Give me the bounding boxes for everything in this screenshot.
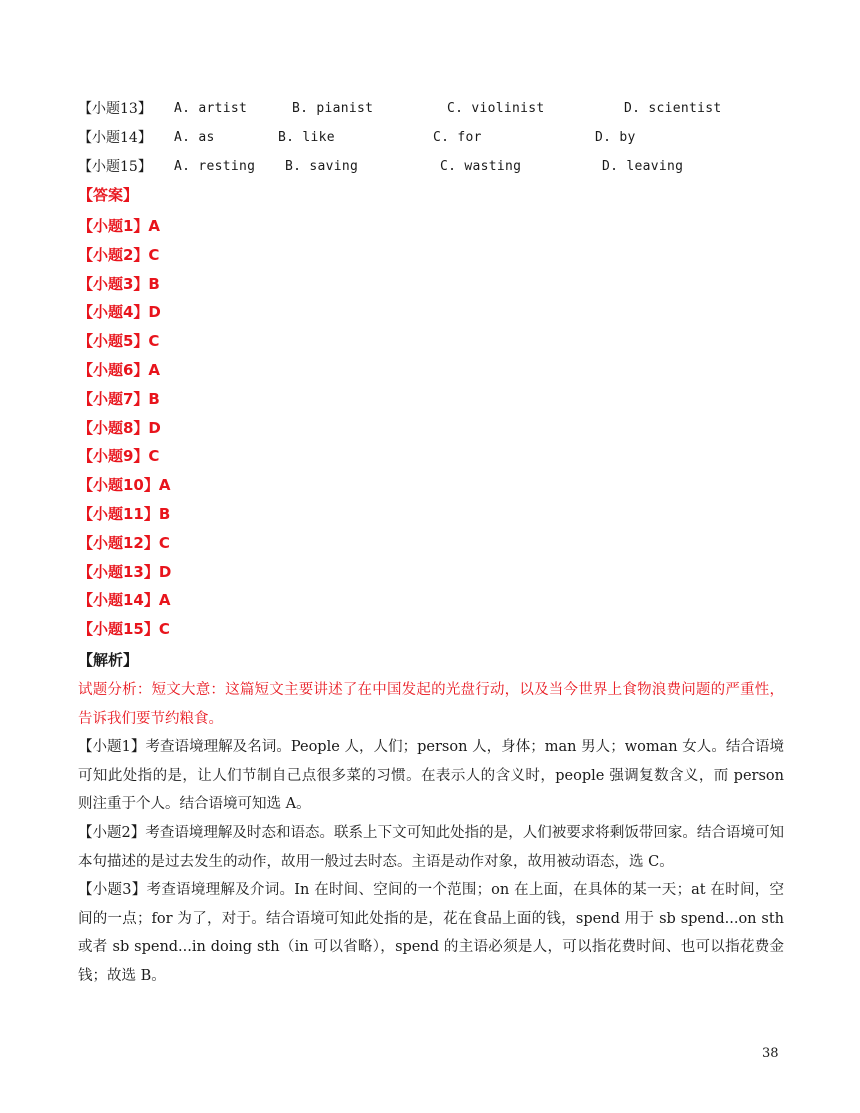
option-b: B. pianist bbox=[292, 101, 374, 116]
page-number: 38 bbox=[762, 1046, 779, 1061]
explanation-1 bbox=[78, 733, 784, 819]
answer-item: 【小题10】A bbox=[78, 476, 171, 495]
question-tag: 【小题14】 bbox=[78, 130, 152, 146]
explanation-3 bbox=[78, 876, 784, 990]
explanation-text: 考查语境理解及名词。People 人，人们；person 人，身体；man 男人；woman 女人。结合语境可知此处指的是，让人们节制自己点很多菜的习惯。在表示人的含义时，people 强调复数含义，而 person 则注重于个人。结合语境可知选 A。 bbox=[78, 739, 784, 813]
answer-item: 【小题6】A bbox=[78, 360, 161, 379]
answer-item: 【小题11】B bbox=[78, 504, 171, 523]
option-a: A. resting bbox=[174, 159, 256, 174]
explanation-2 bbox=[78, 819, 784, 876]
option-b: B. saving bbox=[285, 159, 359, 174]
answer-item: 【小题15】C bbox=[78, 620, 170, 639]
option-a: A. as bbox=[174, 130, 215, 145]
option-d: D. scientist bbox=[624, 101, 722, 116]
answer-item: 【小题9】C bbox=[78, 447, 160, 466]
answer-item: 【小题3】B bbox=[78, 274, 160, 293]
option-d: D. leaving bbox=[602, 159, 684, 174]
explanation-tag: 【小题2】 bbox=[78, 825, 146, 841]
answer-item: 【小题5】C bbox=[78, 332, 160, 351]
option-c: C. violinist bbox=[447, 101, 545, 116]
explanation-text: 考查语境理解及介词。In 在时间、空间的一个范围；on 在上面，在具体的某一天；at 在时间，空间的一点；for 为了，对于。结合语境可知此处指的是，花在食品上面的钱，spend 用于 sb spend...on sth 或者 sb spend...in doing sth（in 可以省略），spend 的主语必须是人，可以指花费时间、也可以指花费金钱；故选 B。 bbox=[78, 882, 784, 984]
option-a: A. artist bbox=[174, 101, 248, 116]
option-c: C. wasting bbox=[440, 159, 522, 174]
option-c: C. for bbox=[433, 130, 482, 145]
explanation-tag: 【小题1】 bbox=[78, 739, 146, 755]
explanation-tag: 【小题3】 bbox=[78, 882, 147, 898]
question-tag: 【小题15】 bbox=[78, 159, 152, 175]
explanation-text: 考查语境理解及时态和语态。联系上下文可知此处指的是，人们被要求将剩饭带回家。结合语境可知本句描述的是过去发生的动作，故用一般过去时态。主语是动作对象，故用被动语态，选 C。 bbox=[78, 825, 784, 870]
analysis-heading: 【解析】 bbox=[78, 651, 139, 669]
answer-heading: 【答案】 bbox=[78, 186, 139, 204]
answer-item: 【小题8】D bbox=[78, 418, 161, 437]
question-tag: 【小题13】 bbox=[78, 101, 152, 117]
answer-item: 【小题13】D bbox=[78, 562, 172, 581]
answer-item: 【小题14】A bbox=[78, 591, 171, 610]
option-b: B. like bbox=[278, 130, 335, 145]
answer-list bbox=[78, 214, 171, 646]
answer-item: 【小题1】A bbox=[78, 217, 161, 235]
option-d: D. by bbox=[595, 130, 636, 145]
answer-item: 【小题12】C bbox=[78, 533, 170, 552]
answer-item: 【小题7】B bbox=[78, 389, 160, 408]
answer-item: 【小题2】C bbox=[78, 245, 160, 264]
summary-paragraph: 试题分析：短文大意：这篇短文主要讲述了在中国发起的光盘行动，以及当今世界上食物浪费问题的严重性，告诉我们要节约粮食。 bbox=[78, 682, 784, 727]
answer-item: 【小题4】D bbox=[78, 303, 161, 322]
